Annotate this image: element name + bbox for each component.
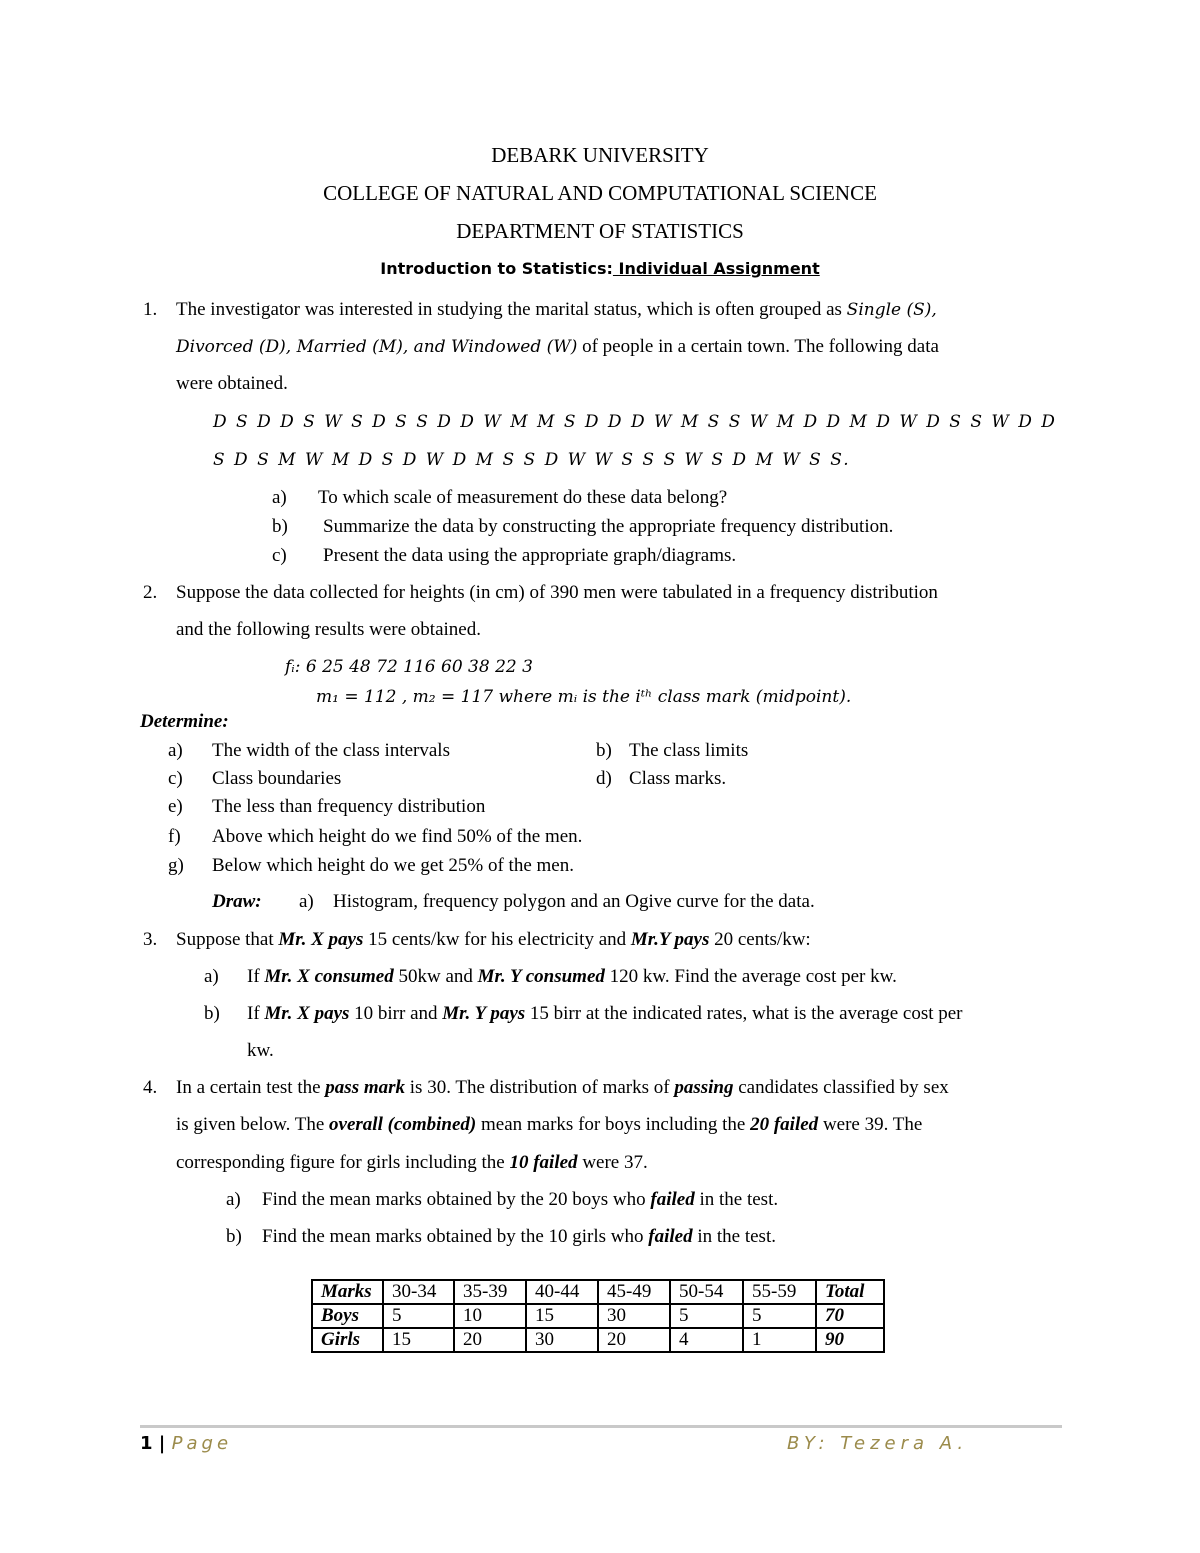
q3-b-text-2: 10 birr and — [349, 1003, 443, 1024]
q3-b-continuation: kw. — [247, 1040, 274, 1061]
q3-b-mry: Mr. Y pays — [442, 1003, 526, 1024]
q3-text-2: 15 cents/kw for his electricity and — [363, 929, 631, 950]
table-cell: 5 — [383, 1304, 454, 1328]
header-45-49: 45-49 — [598, 1280, 670, 1304]
q3-mry-pays: Mr.Y pays — [630, 929, 710, 950]
q2-draw-item-text: Histogram, frequency polygon and an Ogive curve for the data. — [333, 891, 815, 912]
page-footer-author — [787, 1433, 968, 1454]
table-cell: 10 — [454, 1304, 526, 1328]
header-35-39: 35-39 — [454, 1280, 526, 1304]
row-label-girls: Girls — [312, 1328, 383, 1352]
q4-line2 — [176, 1114, 922, 1136]
q2-d-label: d) — [596, 768, 612, 789]
page-word: Page — [171, 1433, 233, 1454]
page-footer-left — [140, 1433, 232, 1454]
subtitle-underlined: Individual Assignment — [612, 259, 820, 278]
table-cell: 4 — [670, 1328, 743, 1352]
q1-line1-math: Single (S), — [846, 300, 937, 320]
q4-pass-mark: pass mark — [325, 1077, 406, 1098]
q3-b-text-3: 15 birr at the indicated rates, what is the average cost per — [525, 1003, 963, 1024]
q3-mrx-pays: Mr. X pays — [278, 929, 364, 950]
q2-b-text: The class limits — [629, 740, 749, 761]
university-name: DEBARK UNIVERSITY — [491, 143, 709, 167]
q2-e-label: e) — [168, 796, 183, 817]
q4-l1-text-2: is 30. The distribution of marks of — [405, 1077, 675, 1098]
q4-passing: passing — [674, 1077, 734, 1098]
q4-b-text-2: in the test. — [692, 1226, 776, 1247]
q1-c-label: c) — [272, 545, 287, 566]
q3-text-1: Suppose that — [176, 929, 279, 950]
q4-b-label: b) — [226, 1226, 242, 1247]
q4-number: 4. — [143, 1077, 158, 1098]
q2-draw-label: Draw: — [212, 891, 262, 912]
q2-a-label: a) — [168, 740, 183, 761]
header-50-54: 50-54 — [670, 1280, 743, 1304]
q1-b-text: Summarize the data by constructing the appropriate frequency distribution. — [323, 516, 894, 537]
q1-line2 — [176, 336, 939, 358]
q2-e-text: The less than frequency distribution — [212, 796, 486, 817]
header-55-59: 55-59 — [743, 1280, 816, 1304]
college-name: COLLEGE OF NATURAL AND COMPUTATIONAL SCIENCE — [323, 181, 877, 205]
table-row — [312, 1304, 884, 1328]
q2-determine-label: Determine: — [140, 711, 229, 732]
q4-a-text-1: Find the mean marks obtained by the 20 boys who — [262, 1189, 651, 1210]
q2-f-label: f) — [168, 826, 181, 847]
q3-line1 — [176, 929, 811, 951]
header-total: Total — [816, 1280, 884, 1304]
q3-b-mrx: Mr. X pays — [264, 1003, 350, 1024]
q4-a-label: a) — [226, 1189, 241, 1210]
header-marks: Marks — [312, 1280, 383, 1304]
q4-l1-text-1: In a certain test the — [176, 1077, 326, 1098]
q1-a-text: To which scale of measurement do these data belong? — [318, 487, 728, 508]
table-row — [312, 1328, 884, 1352]
department-name: DEPARTMENT OF STATISTICS — [456, 219, 744, 243]
q1-a-label: a) — [272, 487, 287, 508]
q3-b-text — [247, 1003, 963, 1025]
q3-a-mry: Mr. Y consumed — [477, 966, 605, 987]
q2-c-label: c) — [168, 768, 183, 789]
q2-frequency-line: fᵢ: 6 25 48 72 116 60 38 22 3 — [285, 657, 533, 677]
q3-b-text-1: If — [247, 1003, 265, 1024]
q4-line3 — [176, 1152, 648, 1174]
q1-line2-math: Divorced (D), Married (M), and Windowed (W) — [176, 337, 578, 357]
assignment-subtitle — [0, 259, 1200, 278]
table-cell: 20 — [454, 1328, 526, 1352]
q3-a-mrx: Mr. X consumed — [264, 966, 394, 987]
row-label-boys: Boys — [312, 1304, 383, 1328]
table-cell: 5 — [670, 1304, 743, 1328]
q3-text-3: 20 cents/kw: — [709, 929, 811, 950]
q2-classmark-line: m₁ = 112 , m₂ = 117 where mᵢ is the iᵗʰ class mark (midpoint). — [316, 687, 852, 707]
q2-g-label: g) — [168, 855, 184, 876]
table-cell: 5 — [743, 1304, 816, 1328]
marks-table-header-row — [312, 1280, 884, 1304]
q3-a-label: a) — [204, 966, 219, 987]
q2-g-text: Below which height do we get 25% of the men. — [212, 855, 574, 876]
table-cell: 30 — [526, 1328, 598, 1352]
q1-line3: were obtained. — [176, 373, 288, 394]
q1-line2-text: of people in a certain town. The following data — [577, 336, 939, 357]
table-cell: 15 — [383, 1328, 454, 1352]
q3-a-text-3: 120 kw. Find the average cost per kw. — [604, 966, 897, 987]
q4-b-text-1: Find the mean marks obtained by the 10 girls who — [262, 1226, 649, 1247]
q3-b-label: b) — [204, 1003, 220, 1024]
q1-b-label: b) — [272, 516, 288, 537]
q1-line1 — [176, 299, 937, 321]
subtitle-prefix: Introduction to Statistics: — [380, 259, 613, 278]
q1-line1-text: The investigator was interested in studying the marital status, which is often grouped as — [176, 299, 847, 320]
q3-a-text-1: If — [247, 966, 265, 987]
header-40-44: 40-44 — [526, 1280, 598, 1304]
q1-data-line2: S D S M W M D S D W D M S S D W W S S S W S D M W S S. — [213, 450, 851, 470]
table-cell: 30 — [598, 1304, 670, 1328]
q2-c-text: Class boundaries — [212, 768, 342, 789]
q4-line1 — [176, 1077, 949, 1099]
q4-l3-text-2: were 37. — [577, 1152, 648, 1173]
q4-a-text — [262, 1189, 778, 1211]
table-cell: 20 — [598, 1328, 670, 1352]
q2-b-label: b) — [596, 740, 612, 761]
header-30-34: 30-34 — [383, 1280, 454, 1304]
q4-l1-text-3: candidates classified by sex — [733, 1077, 949, 1098]
page-number: 1 — [140, 1433, 153, 1454]
q2-line2: and the following results were obtained. — [176, 619, 481, 640]
q1-data-line1: D S D D S W S D S S D D W M M S D D D W M S S W M D D M D W D S S W D D — [213, 412, 1057, 432]
q2-number: 2. — [143, 582, 158, 603]
total-boys: 70 — [816, 1304, 884, 1328]
q4-10-failed: 10 failed — [509, 1152, 578, 1173]
q4-l3-text-1: corresponding figure for girls including the — [176, 1152, 510, 1173]
q4-b-text — [262, 1226, 776, 1248]
q4-a-text-2: in the test. — [694, 1189, 779, 1210]
page-separator: | — [152, 1433, 172, 1454]
q4-a-failed: failed — [650, 1189, 695, 1210]
q4-l2-text-1: is given below. The — [176, 1114, 330, 1135]
table-cell: 1 — [743, 1328, 816, 1352]
q4-l2-text-2: mean marks for boys including the — [476, 1114, 751, 1135]
q3-a-text — [247, 966, 897, 988]
q4-l2-text-3: were 39. The — [818, 1114, 923, 1135]
total-girls: 90 — [816, 1328, 884, 1352]
q2-draw-item-label: a) — [299, 891, 314, 912]
q2-d-text: Class marks. — [629, 768, 727, 789]
q4-20-failed: 20 failed — [750, 1114, 819, 1135]
q3-a-text-2: 50kw and — [393, 966, 478, 987]
q1-c-text: Present the data using the appropriate graph/diagrams. — [323, 545, 737, 566]
q3-number: 3. — [143, 929, 158, 950]
author-credit: BY: Tezera A. — [787, 1433, 969, 1454]
q4-overall-combined: overall (combined) — [329, 1114, 477, 1135]
table-cell: 15 — [526, 1304, 598, 1328]
q4-b-failed: failed — [648, 1226, 693, 1247]
marks-table — [311, 1279, 885, 1353]
q2-a-text: The width of the class intervals — [212, 740, 450, 761]
q2-line1: Suppose the data collected for heights (in cm) of 390 men were tabulated in a frequency distribution — [176, 582, 938, 603]
footer-divider — [140, 1425, 1062, 1428]
q2-f-text: Above which height do we find 50% of the men. — [212, 826, 583, 847]
q1-number: 1. — [143, 299, 158, 320]
